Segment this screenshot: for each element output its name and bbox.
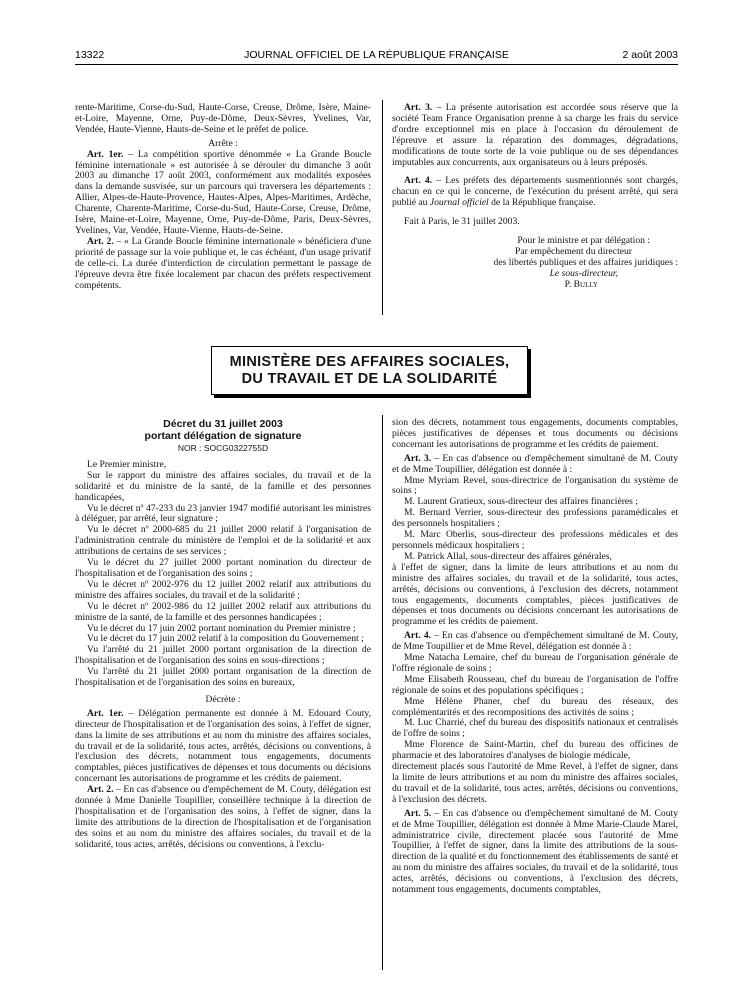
article-text: – En cas d'absence ou d'empêchement simultané de M. Couty et de Mme Toupillier, délégation est donnée à Mme Marie-Claude Marel, administratrice civile, directement placée sous l'autorité de Mme Toupillier, à l'effet de signer, dans la limite des attributions de la sous-direction de la qualité et du fonctionnement des établissements de santé et au nom du ministre des affaires sociales, du travail et de la solidarité, tous actes, arrêtés, décisions ou conventions, à l'exclusion des décrets, notamment tous engagements, documents comptables, [392,807,678,896]
article-text: – En cas d'absence ou d'empêchement simultané de M. Couty et de Mme Toupillier, délégation est donnée à : [392,452,678,475]
article-2 [75,237,371,292]
visa: Vu le décret nº 2000-685 du 21 juillet 2000 relatif à l'organisation de l'administration centrale du ministère de l'emploi et de la solidarité et aux attributions de certains de ses services ; [75,524,371,558]
article-text: – La présente autorisation est accordée sous réserve que la société Team France Organisation prenne à sa charge les frais du service d'ordre exceptionnel mis en place à l'occasion du déroulement de l'épreuve et assure la réparation des dommages, dégradations, modifications de toute sorte de la voie publique ou de ses dépendances imputables aux concurrents, aux organisateurs ou à leurs préposés. [392,102,678,168]
article-label: Art. 2. [87,235,114,247]
ministry-heading-box [211,346,528,395]
signature-line [392,269,678,280]
paragraph: directement placés sous l'autorité de Mme Revel, à l'effet de signer, dans la limite de leurs attributions et au nom du ministre des affaires sociales, du travail et de la solidarité, tous actes, arrêtés, décisions ou conventions, à l'exclusion des décrets. [392,761,678,805]
paragraph: rente-Maritime, Corse-du-Sud, Haute-Corse, Creuse, Drôme, Isère, Maine-et-Loire, Mayenne, Orne, Puy-de-Dôme, Deux-Sèvres, Yvelines, Var, Vendée, Haute-Vienne, Hauts-de-Seine et le préfet de police. [75,102,371,135]
paragraph: Sur le rapport du ministre des affaires sociales, du travail et de la solidarité et du ministre de la santé, de la famille et des personnes handicapées, [75,469,371,503]
visa: Vu le décret nº 2002-986 du 12 juillet 2002 relatif aux attributions du ministre de la santé, de la famille et des personnes handicapées ; [75,600,371,623]
paragraph: à l'effet de signer, dans la limite de leurs attributions et au nom du ministre des affaires sociales, du travail et de la solidarité, tous actes, arrêtés, décisions ou conventions, à l'exclusion des décrets, notamment tous engagements, documents comptables, pièces justificatives de dépenses et tous documents ou décisions concernant les autorisations de programme et les crédits de paiement. [392,561,678,628]
article-1 [75,709,371,785]
header-rule [75,64,678,65]
visa: Vu le décret nº 2002-976 du 12 juillet 2002 relatif aux attributions du ministre des affaires sociales, du travail et de la solidarité ; [75,578,371,601]
top-left-column [75,103,371,291]
article-1 [75,150,371,237]
delegate-item: Mme Hélène Phaner, chef du bureau des réseaux, des complémentarités et des recompositions des activités de soins ; [392,695,678,718]
decree-title-line: portant délégation de signature [144,430,302,442]
delegate-item: Mme Elisabeth Rousseau, chef du bureau de l'organisation de l'offre régionale de soins et des populations spécifiques ; [392,673,678,696]
article-text: – En cas d'absence ou d'empêchement simultané de M. Couty, de Mme Toupillier et de Mme Revel, délégation est donnée à : [392,630,679,653]
issue-date: 2 août 2003 [622,49,678,61]
article-text: – Les préfets des départements susmentionnés sont chargés, chacun en ce qui le concerne, de l'exécution du présent arrêté, qui sera publié au [392,175,678,209]
delegate-item: M. Laurent Gratieux, sous-directeur des affaires financières ; [404,496,638,508]
article-text: – La compétition sportive dénommée « La Grande Boucle féminine internationale » est autorisée à se dérouler du dimanche 3 août 2003 au dimanche 17 août 2003, conformément aux modalités exposées dans la demande susvisée, sur un parcours qui traversera les départements : Allier, Alpes-de-Haute-Provence, Hautes-Alpes, Alpes-Maritimes, Ardèche, Charente, Charente-Maritime, Corse-du-Sud, Haute-Corse, Creuse, Drôme, Isère, Maine-et-Loire, Mayenne, Orne, Puy-de-Dôme, Paris, Deux-Sèvres, Yvelines, Var, Vendée, Haute-Vienne, Hauts-de-Seine. [75,148,371,236]
nor-reference: NOR : SOCG0322755D [177,443,269,453]
delegate-item: M. Luc Charrié, chef du bureau des dispositifs nationaux et centralisés de l'offre de soins ; [392,717,678,740]
article-label: Art. 4. [404,630,432,642]
signature-line: Pour le ministre et par délégation : [517,235,650,247]
article-text: – Délégation permanente est donnée à M. Edouard Couty, directeur de l'hospitalisation et de l'organisation des soins, à l'effet de signer, dans la limite de ses attributions et au nom du ministre des affaires sociales, du travail et de la solidarité, tous actes, arrêtés, décisions ou conventions, à l'exclusion des décrets, notamment tous engagements, documents comptables, pièces justificatives de dépenses et tous documents ou décisions concernant les autorisations de programme et les crédits de paiement. [75,707,371,785]
visa: Vu l'arrêté du 21 juillet 2000 portant organisation de la direction de l'hospitalisation et de l'organisation des soins en sous-directions ; [75,644,371,667]
column-divider [382,100,383,315]
article-label: Art. 1er. [87,707,124,719]
delegate-item: Mme Myriam Revel, sous-directrice de l'organisation du système de soins ; [392,474,678,497]
paragraph: Le Premier ministre, [87,458,167,470]
article-5 [392,809,678,896]
visa: Vu le décret nº 47-233 du 23 janvier 1947 modifié autorisant les ministres à déléguer, par arrêté, leur signature ; [75,502,371,525]
signature-line: Par empêchement du directeur [515,245,632,257]
article-text: – « La Grande Boucle féminine internationale » bénéficiera d'une priorité de passage sur la voie publique et, le cas échéant, d'un usage privatif de celle-ci. La durée d'interdiction de circulation permettant le passage de l'épreuve devra être fixée localement par chacun des préfets respectivement compétents. [75,235,371,291]
article-3 [392,454,678,476]
visa: Vu le décret du 17 juin 2002 relatif à la composition du Gouvernement ; [87,633,364,645]
place-date: Fait à Paris, le 31 juillet 2003. [404,216,520,228]
signature-line: des libertés publiques et des affaires juridiques : [493,256,678,268]
signatory-title: Le sous-directeur, [549,267,618,279]
decree-title-line: Décret du 31 juillet 2003 [163,418,283,430]
article-label: Art. 1er. [87,148,124,160]
delegate-item: Mme Natacha Lemaire, chef du bureau de l'organisation générale de l'offre régionale de soins ; [392,652,678,674]
delegate-item: M. Patrick Allal, sous-directeur des affaires générales, [404,550,612,562]
top-right-column [392,103,678,291]
delegate-item: M. Bernard Verrier, sous-directeur des professions paramédicales et des personnels hospitaliers ; [392,507,678,530]
delegate-item: M. Marc Oberlis, sous-directeur des professions médicales et des personnels médicaux hospitaliers ; [392,529,678,551]
page-number: 13322 [75,49,105,61]
article-text: de la République française. [488,197,596,209]
signatory-name: P. Bully [564,278,598,290]
bottom-right-column [392,418,678,896]
journal-name: Journal officiel [429,197,489,209]
article-4 [392,631,678,653]
journal-title: JOURNAL OFFICIEL DE LA RÉPUBLIQUE FRANÇAISE [244,49,509,61]
bottom-left-column [75,418,371,851]
visa: Vu le décret du 27 juillet 2000 portant nomination du directeur de l'hospitalisation et de l'organisation des soins ; [75,557,371,579]
article-label: Art. 3. [404,452,432,464]
article-2 [75,785,371,850]
article-4 [392,176,678,209]
article-label: Art. 4. [404,175,433,187]
decrete-heading: Décrète : [205,693,241,705]
delegate-item: Mme Florence de Saint-Martin, chef du bureau des officines de pharmacie et des laboratoires d'analyses de biologie médicale, [392,739,678,762]
column-divider [382,415,383,970]
ministry-line: MINISTÈRE DES AFFAIRES SOCIALES, [229,353,510,370]
visa: Vu l'arrêté du 21 juillet 2000 portant organisation de la direction de l'hospitalisation et de l'organisation des soins en bureaux, [75,666,371,689]
article-label: Art. 3. [404,102,433,113]
visa: Vu le décret du 17 juin 2002 portant nomination du Premier ministre ; [87,622,356,634]
article-label: Art. 2. [87,784,114,796]
running-header [75,49,678,63]
article-label: Art. 5. [404,807,432,819]
paragraph: sion des décrets, notamment tous engagements, documents comptables, pièces justificatives de dépenses et tous documents ou décisions concernant les autorisations de programme et les crédits de paiement. [392,417,678,450]
arrete-heading: Arrête : [208,137,238,149]
article-text: – En cas d'absence ou d'empêchement de M. Couty, délégation est donnée à Mme Danielle Toupillier, conseillère technique à la direction de l'hospitalisation et de l'organisation des soins, à l'effet de signer, dans la limite des attributions de la direction de l'hospitalisation et de l'organisation des soins et au nom du ministre des affaires sociales, du travail et de la solidarité, tous actes, arrêtés, décisions ou conventions, à l'exclu- [75,784,371,850]
article-3 [392,103,678,168]
ministry-line: DU TRAVAIL ET DE LA SOLIDARITÉ [241,370,498,387]
